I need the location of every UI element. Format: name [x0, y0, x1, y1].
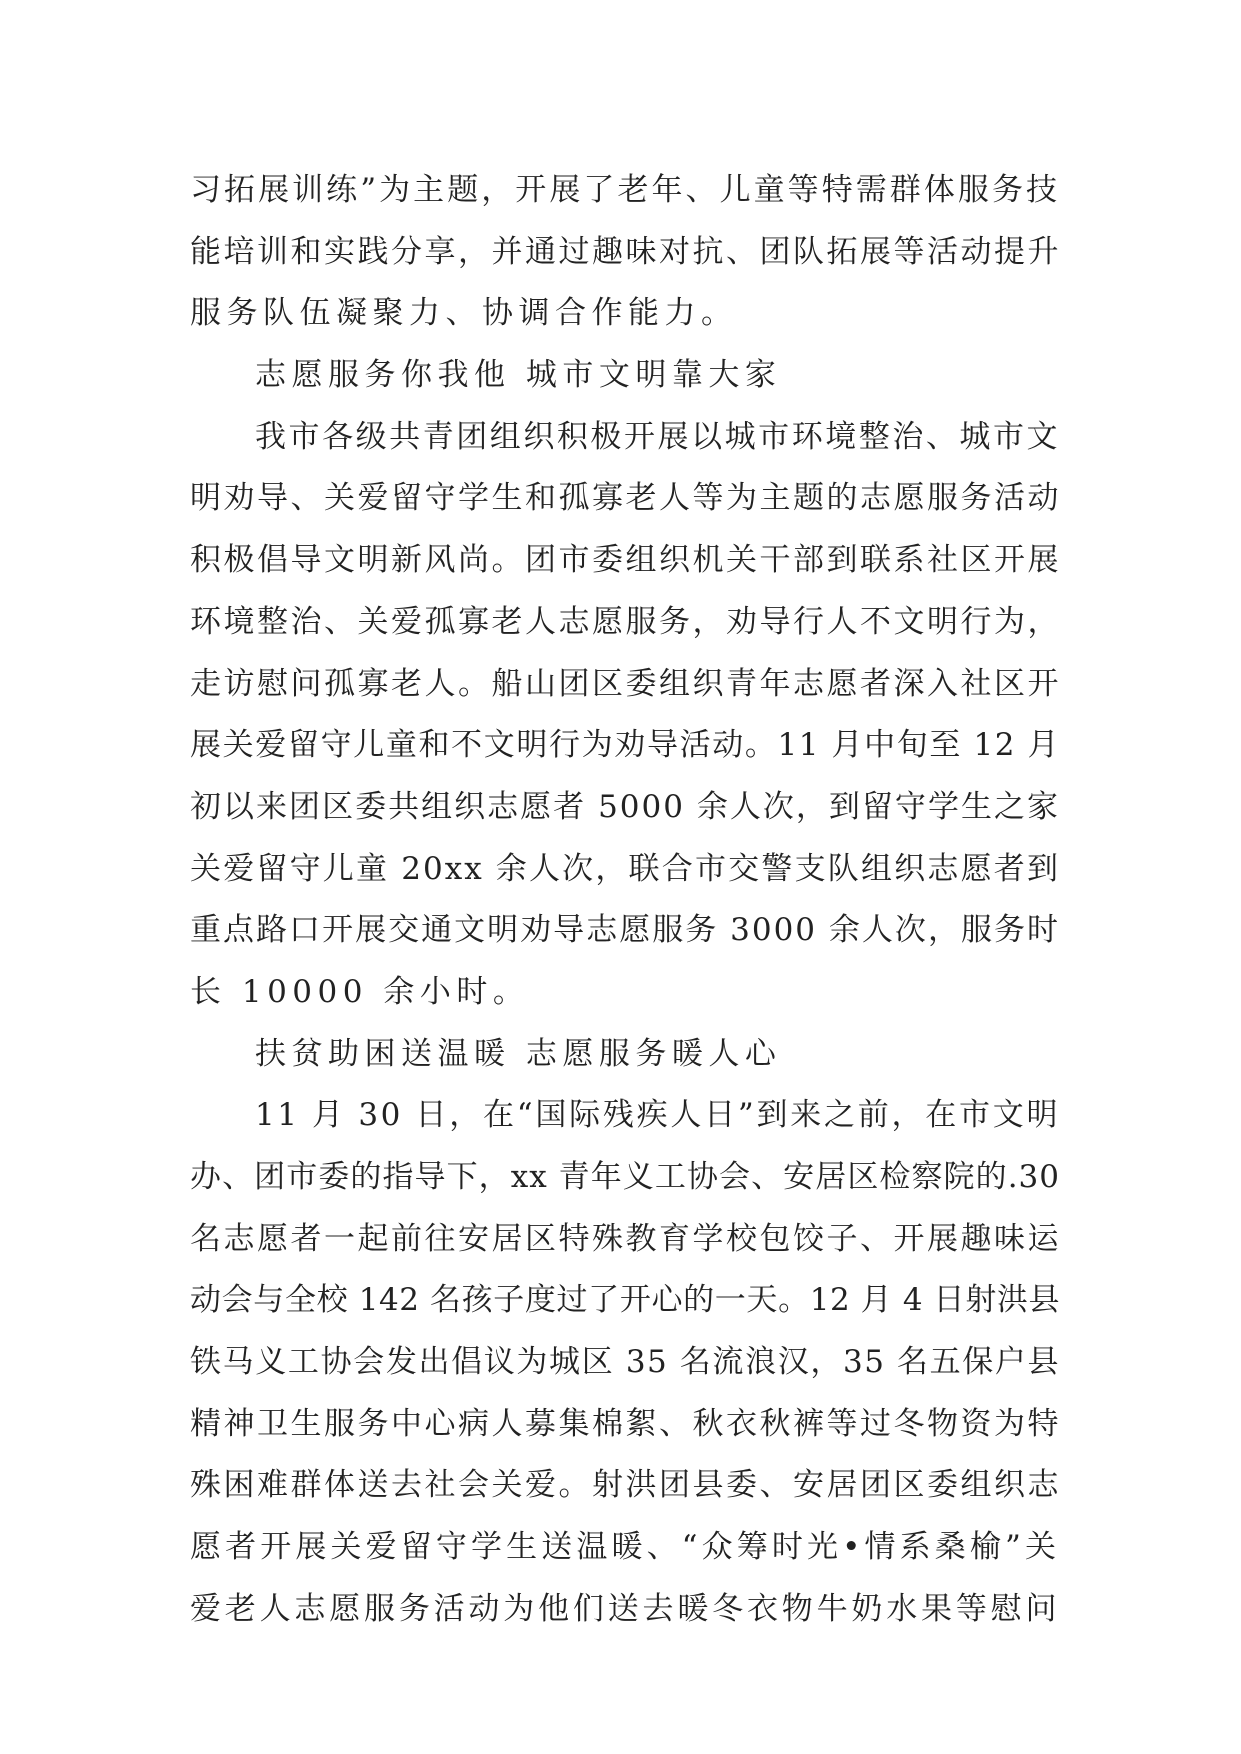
- paragraph-city-civilization: [190, 407, 1060, 1024]
- text-line: 动会与全校 142 名孩子度过了开心的一天。12 月 4 日射洪县: [190, 1282, 1060, 1319]
- paragraph-poverty-relief: [190, 1085, 1060, 1640]
- text-line: 明劝导、关爱留守学生和孤寡老人等为主题的志愿服务活动: [190, 480, 1061, 517]
- text-line: 殊困难群体送去社会关爱。射洪团县委、安居团区委组织志: [190, 1467, 1061, 1504]
- text-line: 环境整治、关爱孤寡老人志愿服务，劝导行人不文明行为，: [190, 603, 1061, 640]
- text-line: 积极倡导文明新风尚。团市委组织机关干部到联系社区开展: [190, 542, 1061, 579]
- text-line: 服务队伍凝聚力、协调合作能力。: [190, 295, 738, 332]
- text-line: 长 10000 余小时。: [190, 973, 530, 1010]
- text-line: 习拓展训练”为主题，开展了老年、儿童等特需群体服务技: [190, 172, 1060, 208]
- document-body: [190, 160, 1060, 1641]
- heading-text: 扶贫助困送温暖 志愿服务暖人心: [255, 1035, 782, 1072]
- text-line: 展关爱留守儿童和不文明行为劝导活动。11 月中旬至 12 月: [190, 727, 1060, 764]
- text-line: 名志愿者一起前往安居区特殊教育学校包饺子、开展趣味运: [190, 1220, 1061, 1257]
- text-line: 铁马义工协会发出倡议为城区 35 名流浪汉，35 名五保户县: [190, 1344, 1060, 1381]
- paragraph-continuation: [190, 160, 1060, 345]
- section-heading-poverty-relief: [190, 1024, 1060, 1086]
- text-line: 愿者开展关爱留守学生送温暖、“众筹时光•情系桑榆”关: [190, 1529, 1060, 1566]
- text-line: 爱老人志愿服务活动为他们送去暖冬衣物牛奶水果等慰问: [190, 1590, 1060, 1627]
- section-heading-volunteer-city: [190, 345, 1060, 407]
- text-line: 办、团市委的指导下，xx 青年义工协会、安居区检察院的.30: [190, 1159, 1060, 1195]
- heading-text: 志愿服务你我他 城市文明靠大家: [255, 357, 782, 394]
- text-line: 重点路口开展交通文明劝导志愿服务 3000 余人次，服务时: [190, 912, 1060, 949]
- text-line: 精神卫生服务中心病人募集棉絮、秋衣秋裤等过冬物资为特: [190, 1405, 1061, 1442]
- text-line: 关爱留守儿童 20xx 余人次，联合市交警支队组织志愿者到: [190, 850, 1060, 887]
- text-line: 我市各级共青团组织积极开展以城市环境整治、城市文: [255, 418, 1060, 455]
- text-line: 能培训和实践分享，并通过趣味对抗、团队拓展等活动提升: [190, 233, 1061, 270]
- text-line: 初以来团区委共组织志愿者 5000 余人次，到留守学生之家: [190, 788, 1060, 825]
- text-line: 走访慰问孤寡老人。船山团区委组织青年志愿者深入社区开: [190, 665, 1061, 702]
- text-line: 11 月 30 日，在“国际残疾人日”到来之前，在市文明: [255, 1097, 1060, 1134]
